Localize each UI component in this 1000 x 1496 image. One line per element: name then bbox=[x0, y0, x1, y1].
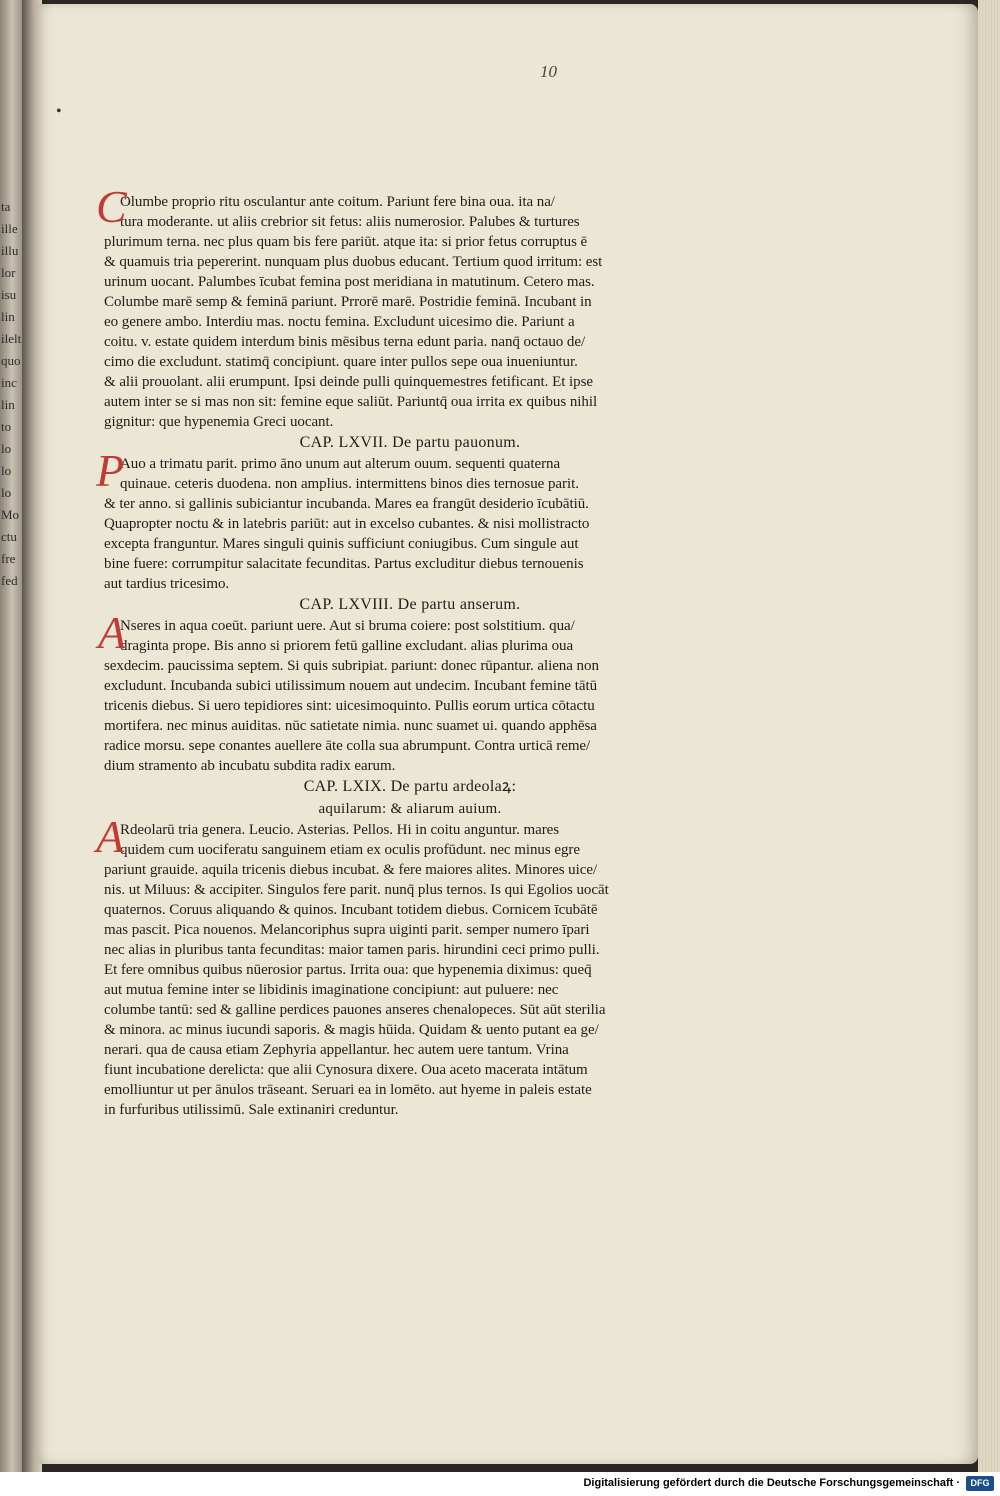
text-line: & minora. ac minus iucundi saporis. & magis hūida. Quidam & uento putant ea ge/ bbox=[104, 1022, 599, 1038]
text-line: emolliuntur ut per ānulos trāseant. Seruari ea in lomēto. aut hyeme in paleis estate bbox=[104, 1082, 592, 1098]
rubricated-initial: A bbox=[98, 607, 127, 658]
text-line: Rdeolarū tria genera. Leucio. Asterias. Pellos. Hi in coitu anguntur. mares bbox=[120, 822, 560, 838]
text-line: nec alias in pluribus tanta fecunditas: maior tamen paris. hirundini ceci primo pulli. bbox=[104, 942, 600, 958]
text-line: aut mutua femine inter se libidinis imaginatione concipiunt: aut puluere: nec bbox=[104, 982, 559, 998]
facing-page-fragment: lo bbox=[1, 441, 12, 456]
facing-page-edge bbox=[0, 0, 22, 1472]
chapter-heading: CAP. LXIX. De partu ardeolaꝝ: bbox=[303, 778, 517, 795]
facing-page-fragment: lin bbox=[1, 309, 15, 324]
facing-page-fragment: ilelt bbox=[1, 331, 22, 346]
facing-page-fragment: fre bbox=[1, 551, 16, 566]
chapter-heading: CAP. LXVII. De partu pauonum. bbox=[299, 434, 521, 451]
facing-page-fragment: ta bbox=[1, 199, 11, 214]
facing-page-fragment: lo bbox=[1, 485, 12, 500]
facing-page-fragment: lo bbox=[1, 463, 12, 478]
text-line: Columbe marē semp & feminā pariunt. Prrorē marē. Postridie feminā. Incubant in bbox=[104, 294, 592, 310]
text-line: dium stramento ab incubatu subdita radix earum. bbox=[104, 758, 396, 774]
text-line: & ter anno. si gallinis subiciantur incubanda. Mares ea frangūt desiderio īcubātiū. bbox=[104, 496, 589, 512]
text-line: plurimum terna. nec plus quam bis fere pariūt. atque ita: si prior fetus corruptus ē bbox=[104, 234, 588, 250]
paragraph bbox=[98, 607, 716, 776]
text-line: quaternos. Coruus aliquando & quinos. Incubant totidem diebus. Cornicem īcubātē bbox=[104, 902, 598, 918]
margin-mark: • bbox=[56, 103, 62, 120]
facing-page-fragment: ctu bbox=[1, 529, 17, 544]
facing-page-fragment: inc bbox=[1, 375, 17, 390]
text-line: mas pascit. Pica nouenos. Melancoriphus supra uiginti parit. semper numero īpari bbox=[104, 922, 590, 938]
text-line: excepta franguntur. Mares singuli quinis sufficiunt coniugibus. Cum singule aut bbox=[104, 536, 579, 552]
text-line: bine fuere: corrumpitur salacitate fecunditas. Partus excluditur diebus ternouenis bbox=[104, 556, 584, 572]
text-line: columbe tantū: sed & galline perdices pauones anseres chenalopeces. Sūt aūt sterilia bbox=[104, 1002, 606, 1018]
text-line: & quamuis tria pepererint. nunquam plus duobus educant. Tertium quod irritum: est bbox=[104, 254, 603, 270]
text-line: autem inter se si mas non sit: femine eque saliūt. Pariuntq̄ oua irrita ex quibus nihil bbox=[104, 394, 598, 410]
folio-number: 10 bbox=[540, 62, 557, 81]
facing-page-fragment: to bbox=[1, 419, 12, 434]
text-line: quidem cum uociferatu sanguinem etiam ex oculis profūdunt. nec minus egre bbox=[120, 842, 580, 858]
facing-page-fragment: lor bbox=[1, 265, 16, 280]
text-line: sexdecim. paucissima septem. Si quis subripiat. pariunt: donec rūpantur. aliena non bbox=[104, 658, 599, 674]
text-line: gignitur: que hypenemia Greci uocant. bbox=[104, 414, 334, 430]
text-line: Olumbe proprio ritu osculantur ante coitum. Pariunt fere bina oua. ita na/ bbox=[120, 194, 555, 210]
rubricated-initial: C bbox=[96, 181, 127, 232]
chapter-heading: CAP. LXVIII. De partu anserum. bbox=[299, 596, 521, 613]
dfg-logo: DFG bbox=[966, 1476, 994, 1491]
facing-page-fragment: fed bbox=[1, 573, 18, 588]
page-stack-edge bbox=[978, 0, 1000, 1472]
text-line: cimo die excludunt. statimq̄ concipiunt. quare inter pullos sepe oua inueniuntur. bbox=[104, 354, 578, 370]
rubricated-initial: A bbox=[96, 811, 125, 862]
text-line: urinum uocant. Palumbes īcubat femina post meridiana in matutinum. Cetero mas. bbox=[104, 274, 595, 290]
text-line: Auo a trimatu parit. primo āno unum aut alterum ouum. sequenti quaterna bbox=[120, 456, 561, 472]
text-line: Quapropter noctu & in latebris pariūt: aut in excelso cubantes. & nisi mollistracto bbox=[104, 516, 590, 532]
rubricated-initial: P bbox=[96, 445, 125, 496]
facing-page-fragment: lin bbox=[1, 397, 15, 412]
footer-bar bbox=[0, 1472, 1000, 1496]
chapter-subheading: aquilarum: & aliarum auium. bbox=[318, 801, 502, 817]
text-line: quinaue. ceteris duodena. non amplius. intermittens binos dies ternosue parit. bbox=[120, 476, 579, 492]
paragraph bbox=[96, 445, 716, 594]
funding-credit: Digitalisierung gefördert durch die Deutsche Forschungsgemeinschaft · bbox=[583, 1477, 960, 1489]
facing-page-fragment: isu bbox=[1, 287, 17, 302]
text-line: aut tardius tricesimo. bbox=[104, 576, 230, 592]
text-line: mortifera. nec minus auiditas. nūc satietate nimia. nunc suamet ui. quando apphēsa bbox=[104, 718, 597, 734]
text-line: tura moderante. ut aliis crebrior sit fetus: aliis numerosior. Palubes & turtures bbox=[120, 214, 580, 230]
facing-page-fragment: Mo bbox=[1, 507, 20, 522]
text-block bbox=[96, 181, 716, 1120]
paragraph bbox=[96, 181, 716, 432]
text-line: draginta prope. Bis anno si priorem fetū galline excludant. alias plurima oua bbox=[120, 638, 574, 654]
text-line: in furfuribus utilissimū. Sale extinaniri creduntur. bbox=[104, 1102, 399, 1118]
text-line: radice morsu. sepe conantes auellere āte colla sua abrumpunt. Contra urticā reme/ bbox=[104, 738, 591, 754]
text-line: pariunt grauide. aquila tricenis diebus incubat. & fere maiores alites. Minores uice/ bbox=[104, 862, 598, 878]
facing-page-fragment: ille bbox=[1, 221, 18, 236]
text-line: eo genere ambo. Interdiu mas. noctu femina. Excludunt uicesimo die. Pariunt a bbox=[104, 314, 575, 330]
text-line: excludunt. Incubanda subici utilissimum nouem aut undecim. Incubant femine tātū bbox=[104, 678, 598, 694]
text-line: tricenis diebus. Si uero tepidiores sint: uicesimoquinto. Pullis eorum urtica cōtactu bbox=[104, 698, 595, 714]
text-line: fiunt incubatione derelicta: que alii Cynosura dixere. Oua aceto macerata intātum bbox=[104, 1062, 588, 1078]
text-line: Et fere omnibus quibus nūerosior partus. Irrita oua: que hypenemia diximus: queq̄ bbox=[104, 962, 592, 978]
facing-page-fragment: illu bbox=[1, 243, 19, 258]
facing-page-fragment: quo bbox=[1, 353, 21, 368]
text-line: coitu. v. estate quidem interdum binis mēsibus terna edunt paria. nanq̄ octauo de/ bbox=[104, 334, 586, 350]
text-line: nis. ut Miluus: & accipiter. Singulos fere parit. nunq̄ plus ternos. Is qui Egolios uocāt bbox=[104, 882, 609, 898]
text-line: & alii prouolant. alii erumpunt. Ipsi deinde pulli quinquemestres fetificant. Et ipse bbox=[104, 374, 593, 390]
paragraph bbox=[96, 811, 716, 1120]
text-line: Nseres in aqua coeūt. pariunt uere. Aut si bruma coiere: post solstitium. qua/ bbox=[120, 618, 575, 634]
text-line: nerari. qua de causa etiam Zephyria appellantur. hec autem uere tantum. Vrina bbox=[104, 1042, 569, 1058]
